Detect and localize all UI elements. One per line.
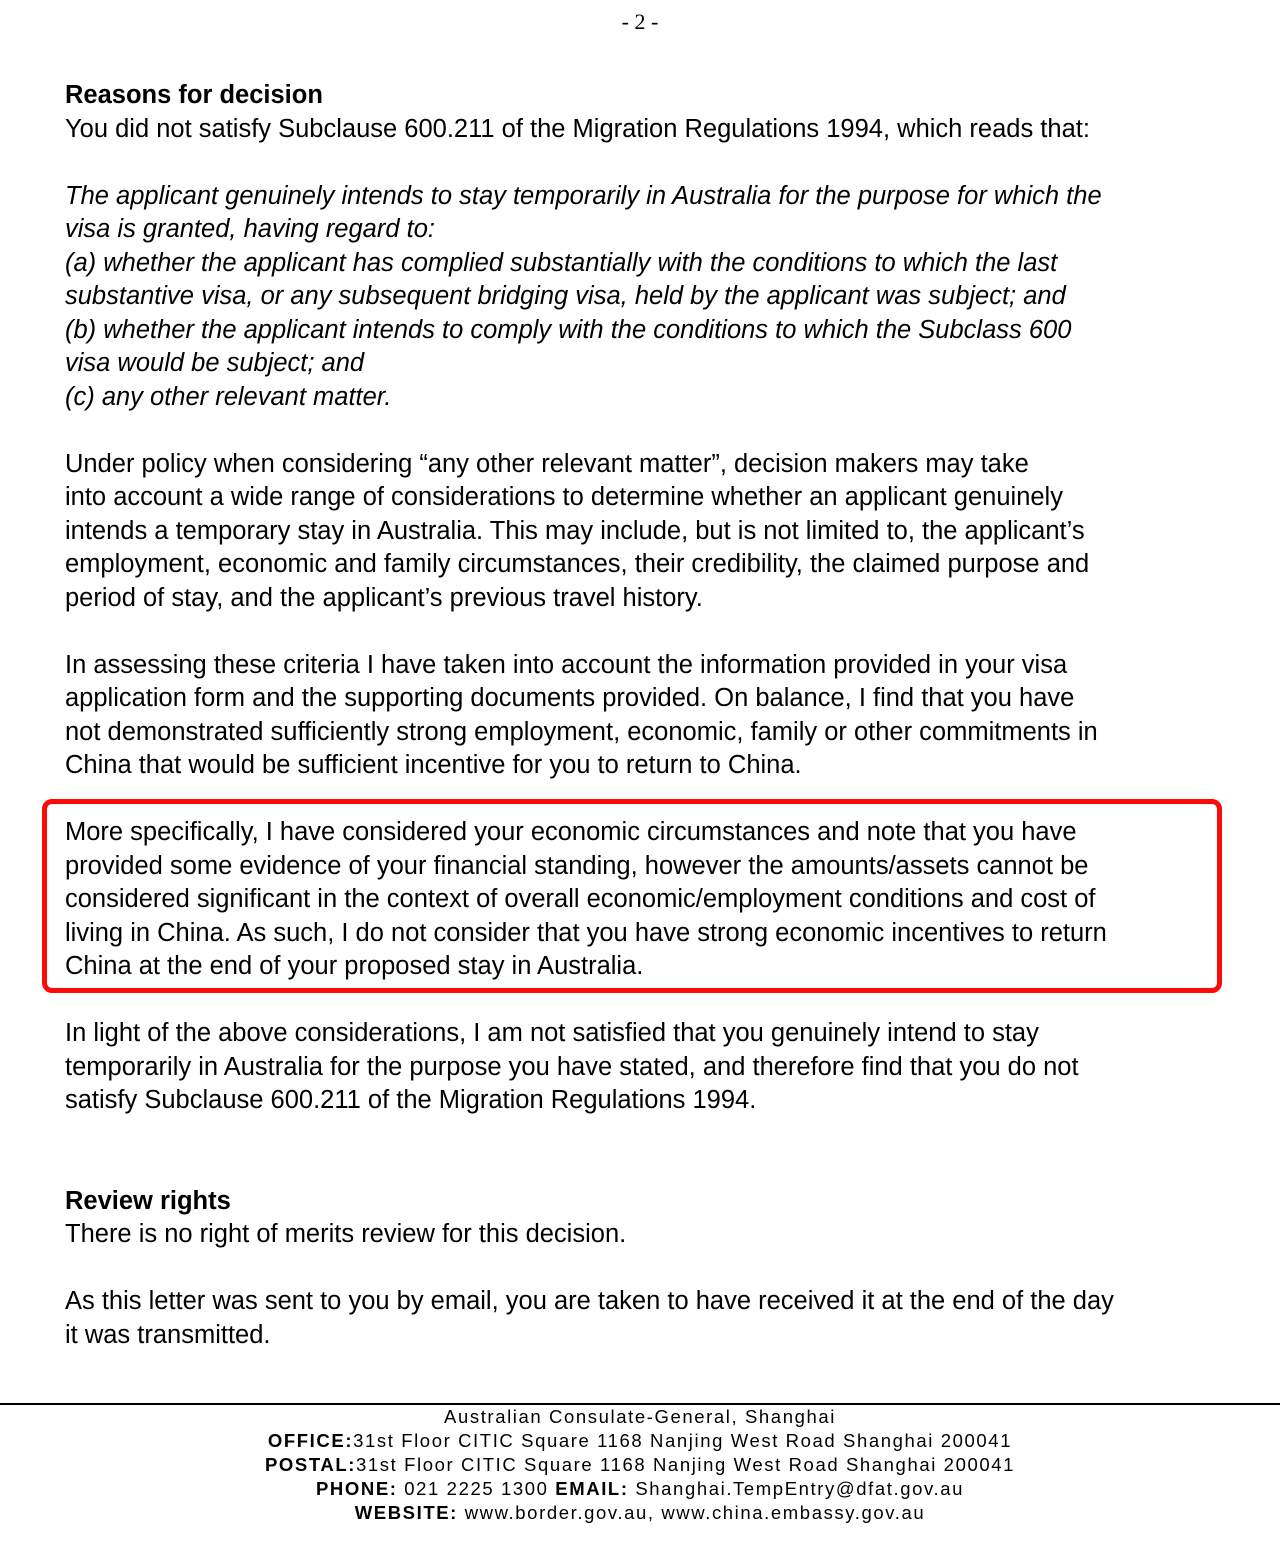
policy-paragraph xyxy=(65,448,1235,616)
footer-phone-label: PHONE: xyxy=(315,1478,398,1499)
paragraph-line: More specifically, I have considered your economic circumstances and note that you have xyxy=(65,818,1077,846)
paragraph-line: provided some evidence of your financial standing, however the amounts/assets cannot be xyxy=(65,851,1089,880)
footer-postal-value: 31st Floor CITIC Square 1168 Nanjing West Road Shanghai 200041 xyxy=(356,1454,1016,1475)
footer-consulate: Australian Consulate-General, Shanghai xyxy=(444,1406,836,1427)
footer-email-value: Shanghai.TempEntry@dfat.gov.au xyxy=(628,1478,965,1499)
paragraph-line: Under policy when considering “any other relevant matter”, decision makers may take xyxy=(65,449,1029,478)
footer-email-label: EMAIL: xyxy=(555,1478,629,1499)
email-paragraph xyxy=(65,1285,1235,1352)
page-number: - 2 - xyxy=(621,9,659,34)
letterhead-footer xyxy=(0,1405,1280,1525)
quote-line: visa would be subject; and xyxy=(65,349,365,377)
footer-postal-line xyxy=(0,1453,1280,1477)
footer-office-line xyxy=(0,1429,1280,1453)
paragraph-line: period of stay, and the applicant’s previous travel history. xyxy=(65,583,703,612)
footer-website-value: www.border.gov.au, www.china.embassy.gov.au xyxy=(457,1502,926,1523)
quote-line: The applicant genuinely intends to stay temporarily in Australia for the purpose for which the xyxy=(65,181,1102,210)
paragraph-line: As this letter was sent to you by email, you are taken to have received it at the end of the day xyxy=(65,1287,1114,1315)
footer-postal-label: POSTAL: xyxy=(264,1454,357,1475)
review-text: There is no right of merits review for this decision. xyxy=(65,1220,627,1248)
review-heading: Review rights xyxy=(65,1186,231,1215)
paragraph-line: into account a wide range of considerations to determine whether an applicant genuinely xyxy=(65,483,1063,511)
paragraph-line: In assessing these criteria I have taken into account the information provided in your visa xyxy=(65,650,1068,679)
paragraph-line: satisfy Subclause 600.211 of the Migration Regulations 1994. xyxy=(65,1086,757,1114)
quote-line: (b) whether the applicant intends to comply with the conditions to which the Subclass 600 xyxy=(65,315,1072,344)
footer-website-line xyxy=(0,1501,1280,1525)
paragraph-line: it was transmitted. xyxy=(65,1320,271,1349)
footer-contact-line xyxy=(0,1477,1280,1501)
paragraph-line: application form and the supporting documents provided. On balance, I find that you have xyxy=(65,684,1075,712)
conclusion-paragraph xyxy=(65,1017,1235,1118)
assessing-paragraph xyxy=(65,649,1235,783)
quote-line: (a) whether the applicant has complied substantially with the conditions to which the last xyxy=(65,248,1058,277)
quote-line: substantive visa, or any subsequent bridging visa, held by the applicant was subject; and xyxy=(65,282,1066,310)
reasons-heading: Reasons for decision xyxy=(65,81,323,109)
paragraph-line: In light of the above considerations, I am not satisfied that you genuinely intend to stay xyxy=(65,1019,1039,1047)
reasons-intro: You did not satisfy Subclause 600.211 of the Migration Regulations 1994, which reads that: xyxy=(65,114,1090,143)
highlight-box xyxy=(42,799,1222,993)
letter-body xyxy=(65,79,1235,1352)
quote-line: visa is granted, having regard to: xyxy=(65,215,435,243)
paragraph-line: China at the end of your proposed stay in Australia. xyxy=(65,952,644,980)
paragraph-line: considered significant in the context of overall economic/employment conditions and cost of xyxy=(65,885,1096,913)
paragraph-line: intends a temporary stay in Australia. This may include, but is not limited to, the applicant’s xyxy=(65,516,1085,545)
paragraph-line: living in China. As such, I do not consider that you have strong economic incentives to return xyxy=(65,918,1107,947)
footer-website-label: WEBSITE: xyxy=(354,1502,458,1523)
footer-office-label: OFFICE: xyxy=(267,1430,354,1451)
regulation-quote xyxy=(65,180,1235,415)
paragraph-line: not demonstrated sufficiently strong employment, economic, family or other commitments in xyxy=(65,717,1098,746)
paragraph-line: China that would be sufficient incentive for you to return to China. xyxy=(65,751,802,779)
paragraph-line: employment, economic and family circumstances, their credibility, the claimed purpose and xyxy=(65,550,1090,578)
footer-office-value: 31st Floor CITIC Square 1168 Nanjing West Road Shanghai 200041 xyxy=(353,1430,1013,1451)
quote-line: (c) any other relevant matter. xyxy=(65,382,392,411)
footer-phone-value: 021 2225 1300 xyxy=(397,1478,556,1499)
paragraph-line: temporarily in Australia for the purpose you have stated, and therefore find that you do not xyxy=(65,1052,1079,1081)
